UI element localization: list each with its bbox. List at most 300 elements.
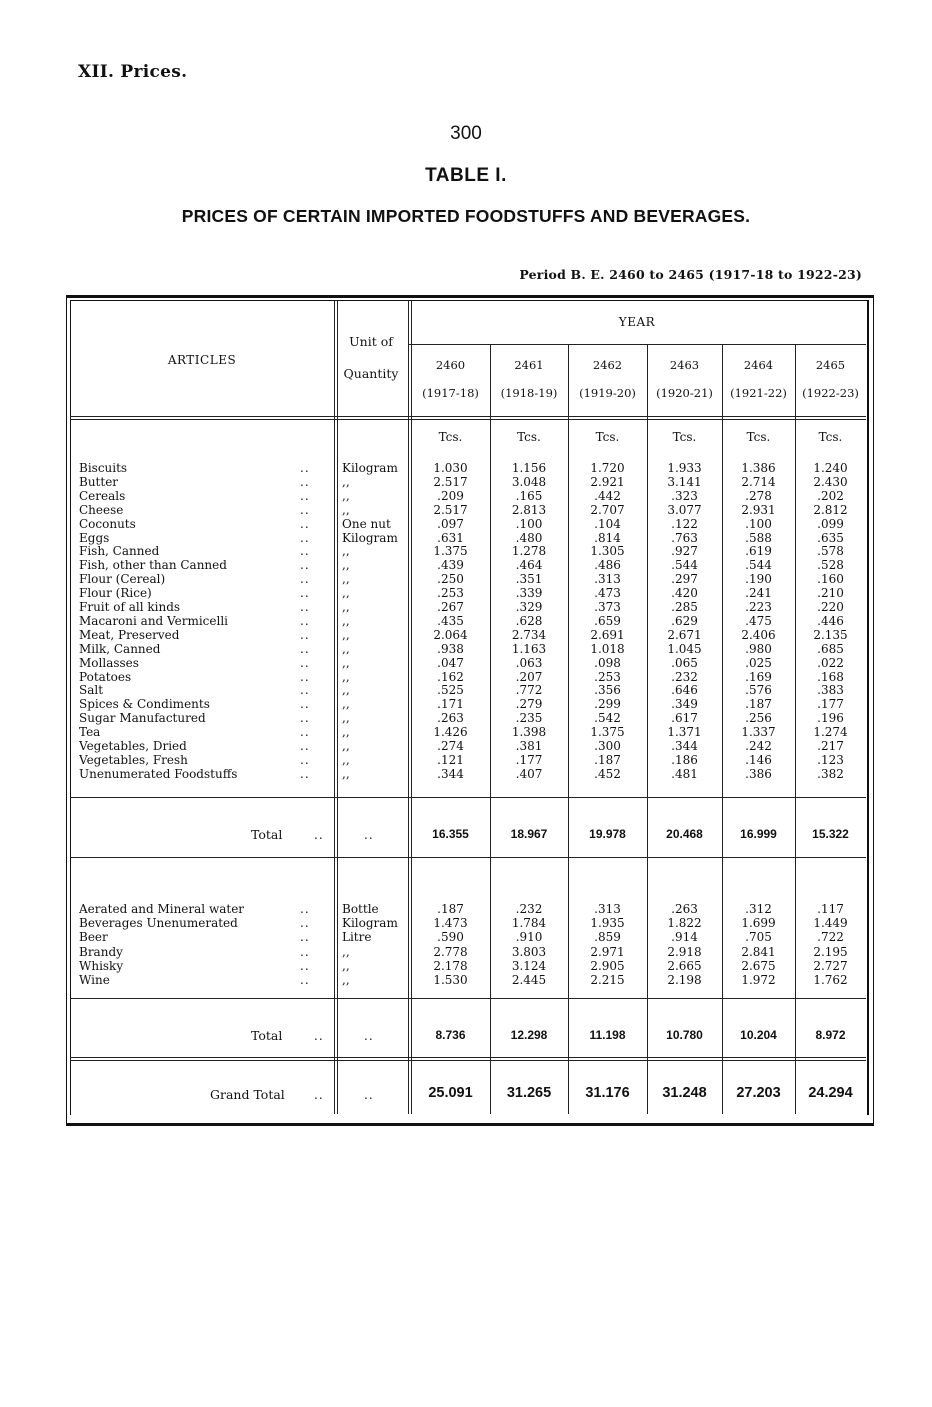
year-be-header: 2461 [514, 358, 544, 372]
row-value: 2.778 [433, 944, 468, 959]
row-article-name: Flour (Rice) [79, 586, 152, 601]
row-value: 1.375 [590, 725, 625, 740]
row-value: .772 [515, 683, 543, 698]
row-value: .190 [745, 572, 772, 587]
row-value: 1.473 [433, 916, 468, 931]
currency-label: Tcs. [595, 430, 620, 444]
row-value: .177 [515, 752, 543, 767]
dot-leader: .. [300, 916, 310, 931]
year-be-header: 2462 [592, 358, 623, 372]
dot-leader: .. [300, 627, 310, 642]
row-value: .047 [437, 655, 464, 670]
grand-total-value: 25.091 [428, 1085, 473, 1101]
row-value: 2.215 [590, 973, 625, 987]
row-value: .121 [437, 752, 464, 767]
column-rule [408, 300, 409, 1114]
row-unit: ,, [342, 766, 350, 781]
row-article-name: Unenumerated Foodstuffs [79, 766, 238, 781]
row-value: .480 [515, 530, 543, 545]
row-value: 1.822 [667, 916, 702, 931]
row-unit: ,, [342, 627, 350, 642]
row-value: 2.198 [667, 973, 702, 987]
dot-leader: .. [300, 944, 310, 959]
row-unit: ,, [342, 973, 350, 987]
row-value: .544 [745, 558, 772, 573]
dot-leader: .. [314, 1088, 324, 1102]
grand-total-value: 31.176 [585, 1085, 630, 1101]
row-unit: ,, [342, 655, 350, 670]
row-article-name: Meat, Preserved [79, 627, 180, 642]
row-unit: ,, [342, 502, 350, 517]
row-value: 3.803 [511, 944, 547, 959]
row-article-name: Wine [79, 973, 110, 987]
row-value: .250 [437, 572, 464, 587]
row-unit: ,, [342, 958, 350, 973]
total-label: Total [251, 1028, 283, 1043]
row-value: .590 [437, 930, 464, 945]
row-value: 2.675 [741, 958, 776, 973]
row-article-name: Cheese [79, 502, 124, 517]
year-ce-header: (1921-22) [730, 386, 787, 400]
row-value: .481 [671, 766, 698, 781]
column-rule [334, 300, 335, 1114]
row-article-name: Whisky [79, 958, 124, 973]
header-bottom-rule [70, 416, 866, 417]
row-value: .263 [437, 711, 464, 726]
dot-leader: .. [300, 725, 310, 740]
row-value: .351 [515, 572, 543, 587]
row-article-name: Cereals [79, 488, 126, 503]
row-article-name: Eggs [79, 530, 110, 545]
dot-leader: .. [300, 613, 310, 628]
articles-header: ARTICLES [167, 353, 237, 367]
total-value: 16.355 [432, 827, 469, 841]
table-label: TABLE I. [425, 165, 507, 186]
row-value: 2.517 [433, 474, 468, 489]
row-value: 1.784 [511, 916, 547, 931]
row-unit: Bottle [342, 902, 379, 916]
row-article-name: Flour (Cereal) [79, 572, 166, 587]
row-article-name: Beer [79, 930, 108, 945]
section-title: XII. Prices. [78, 62, 188, 82]
row-value: 1.371 [667, 725, 702, 740]
dot-leader: .. [364, 828, 374, 842]
row-unit: ,, [342, 669, 350, 684]
year-be-header: 2465 [815, 358, 846, 372]
row-value: .446 [817, 613, 844, 628]
row-value: 1.426 [433, 725, 468, 740]
row-value: 1.762 [813, 973, 848, 987]
unit-header-line1: Unit of [349, 334, 393, 349]
row-article-name: Mollasses [79, 655, 139, 670]
row-value: .356 [594, 683, 621, 698]
total-value: 19.978 [589, 827, 626, 841]
row-value: .253 [594, 669, 621, 684]
row-value: .146 [745, 752, 772, 767]
row-unit: ,, [342, 697, 350, 712]
dot-leader: .. [300, 930, 310, 945]
row-value: .312 [745, 902, 772, 916]
row-value: .267 [437, 600, 464, 614]
row-value: 2.406 [741, 627, 776, 642]
row-value: .544 [671, 558, 698, 573]
grand-total-value: 31.248 [662, 1085, 707, 1101]
row-value: 3.048 [511, 474, 547, 489]
total-value: 16.999 [740, 827, 777, 841]
row-value: .100 [515, 516, 543, 531]
row-value: 2.812 [813, 502, 848, 517]
row-value: .329 [515, 600, 543, 614]
row-article-name: Fish, other than Canned [79, 558, 227, 573]
dot-leader: .. [300, 572, 310, 587]
row-value: 2.178 [433, 958, 468, 973]
dot-leader: .. [364, 1029, 374, 1043]
row-value: 3.124 [511, 958, 547, 973]
row-value: .220 [817, 600, 844, 614]
row-value: .386 [745, 766, 772, 781]
page-number: 300 [450, 123, 482, 144]
row-value: .910 [515, 930, 543, 945]
row-value: .187 [745, 697, 772, 712]
row-value: 3.077 [667, 502, 702, 517]
currency-label: Tcs. [672, 430, 697, 444]
row-value: .100 [745, 516, 772, 531]
row-article-name: Aerated and Mineral water [79, 902, 245, 916]
total-value: 18.967 [510, 827, 548, 841]
row-unit: ,, [342, 752, 350, 767]
row-value: 1.305 [590, 544, 625, 559]
unit-header-line2: Quantity [343, 366, 399, 381]
total-end-rule [70, 1057, 866, 1058]
dot-leader: .. [300, 739, 310, 753]
row-value: .635 [817, 530, 844, 545]
row-value: .210 [817, 586, 844, 601]
row-value: .065 [671, 655, 698, 670]
row-value: .617 [671, 711, 698, 726]
row-value: .253 [437, 586, 464, 601]
row-value: 1.449 [813, 916, 848, 931]
row-value: 1.163 [511, 641, 547, 656]
row-value: .217 [817, 739, 844, 753]
row-value: 2.135 [813, 627, 848, 642]
row-unit: ,, [342, 572, 350, 587]
row-value: .297 [671, 572, 698, 587]
row-unit: ,, [342, 586, 350, 601]
row-article-name: Salt [79, 683, 104, 698]
row-article-name: Vegetables, Fresh [79, 752, 188, 767]
dot-leader: .. [364, 1088, 374, 1102]
row-unit: Kilogram [342, 530, 398, 545]
row-article-name: Macaroni and Vermicelli [79, 613, 228, 628]
row-value: 1.337 [741, 725, 776, 740]
row-value: .420 [671, 586, 698, 601]
row-value: 1.018 [590, 641, 625, 656]
dot-leader: .. [300, 586, 310, 601]
row-value: 1.720 [590, 461, 625, 475]
row-value: 1.240 [813, 461, 848, 475]
dot-leader: .. [300, 973, 310, 987]
row-value: .383 [817, 683, 844, 698]
total-label: Total [251, 827, 283, 842]
row-value: 2.813 [511, 502, 547, 517]
row-unit: ,, [342, 488, 350, 503]
total-label: Grand Total [210, 1087, 285, 1102]
dot-leader: .. [300, 502, 310, 517]
row-value: 3.141 [667, 474, 702, 489]
row-article-name: Fish, Canned [79, 544, 160, 559]
row-value: .022 [817, 655, 844, 670]
row-value: 1.045 [667, 641, 702, 656]
row-value: .381 [515, 739, 543, 753]
row-value: .339 [515, 586, 543, 601]
dot-leader: .. [300, 683, 310, 698]
dot-leader: .. [300, 641, 310, 656]
row-value: .646 [671, 683, 698, 698]
row-article-name: Fruit of all kinds [79, 600, 181, 614]
dot-leader: .. [300, 902, 310, 916]
dot-leader: .. [300, 488, 310, 503]
row-value: 1.699 [741, 916, 776, 931]
row-value: .232 [671, 669, 698, 684]
row-value: .452 [594, 766, 621, 781]
currency-label: Tcs. [438, 430, 463, 444]
row-article-name: Tea [79, 725, 101, 740]
total-value: 15.322 [812, 827, 849, 841]
grand-total-value: 31.265 [506, 1085, 552, 1101]
row-value: 2.517 [433, 502, 468, 517]
row-unit: One nut [342, 516, 391, 531]
row-value: 2.707 [590, 502, 625, 517]
row-value: .104 [594, 516, 621, 531]
row-value: 2.671 [667, 627, 702, 642]
row-value: .435 [437, 613, 464, 628]
row-value: .814 [594, 530, 621, 545]
row-value: 2.841 [741, 944, 776, 959]
row-value: .098 [594, 655, 621, 670]
dot-leader: .. [300, 530, 310, 545]
row-value: .859 [594, 930, 621, 945]
row-value: 2.445 [511, 973, 547, 987]
row-value: .196 [817, 711, 844, 726]
dot-leader: .. [300, 958, 310, 973]
row-value: 1.972 [741, 973, 776, 987]
row-value: .349 [671, 697, 698, 712]
row-value: 2.691 [590, 627, 625, 642]
row-value: .207 [515, 669, 543, 684]
foodstuffs-end-rule [70, 797, 866, 798]
row-value: .241 [745, 586, 772, 601]
grand-total-value: 27.203 [736, 1085, 781, 1101]
row-unit: ,, [342, 600, 350, 614]
row-value: .464 [515, 558, 543, 573]
year-header: YEAR [618, 315, 656, 329]
row-value: .938 [437, 641, 464, 656]
column-rule [337, 300, 338, 1114]
row-unit: Kilogram [342, 916, 398, 931]
row-value: .171 [437, 697, 464, 712]
row-value: .186 [671, 752, 698, 767]
row-value: .323 [671, 488, 698, 503]
dot-leader: .. [300, 752, 310, 767]
total-value: 20.468 [666, 827, 703, 841]
row-value: .629 [671, 613, 698, 628]
row-value: .631 [437, 530, 464, 545]
row-value: 2.064 [433, 627, 468, 642]
year-ce-header: (1918-19) [500, 386, 558, 400]
row-value: .160 [817, 572, 844, 587]
row-value: .763 [671, 530, 698, 545]
row-value: 2.905 [590, 958, 625, 973]
row-value: .279 [515, 697, 543, 712]
year-ce-header: (1920-21) [656, 386, 713, 400]
row-value: .344 [437, 766, 464, 781]
dot-leader: .. [300, 766, 310, 781]
year-be-header: 2460 [435, 358, 466, 372]
row-value: .263 [671, 902, 698, 916]
row-value: .165 [515, 488, 543, 503]
dot-leader: .. [300, 669, 310, 684]
row-value: 1.386 [741, 461, 776, 475]
year-be-header: 2464 [743, 358, 774, 372]
total-end-rule [70, 857, 866, 858]
row-value: .232 [515, 902, 543, 916]
row-value: .313 [594, 572, 621, 587]
row-article-name: Beverages Unenumerated [79, 916, 238, 931]
row-value: .486 [594, 558, 621, 573]
row-value: 1.030 [433, 461, 468, 475]
row-value: .407 [515, 766, 543, 781]
row-value: .169 [745, 669, 772, 684]
row-value: 1.274 [813, 725, 848, 740]
row-value: .097 [437, 516, 464, 531]
row-value: .473 [594, 586, 621, 601]
row-unit: ,, [342, 474, 350, 489]
row-value: 1.933 [667, 461, 702, 475]
row-value: 2.971 [590, 944, 625, 959]
total-value: 11.198 [589, 1028, 626, 1042]
row-value: .223 [745, 600, 772, 614]
dot-leader: .. [300, 461, 310, 475]
row-article-name: Vegetables, Dried [79, 739, 187, 753]
dot-leader: .. [300, 558, 310, 573]
dot-leader: .. [300, 711, 310, 726]
dot-leader: .. [314, 1029, 324, 1043]
dot-leader: .. [300, 516, 310, 531]
dot-leader: .. [300, 655, 310, 670]
row-value: 1.935 [590, 916, 625, 931]
row-value: .278 [745, 488, 772, 503]
row-value: .373 [594, 600, 621, 614]
dot-leader: .. [300, 544, 310, 559]
row-article-name: Brandy [79, 944, 123, 959]
period-caption: Period B. E. 2460 to 2465 (1917-18 to 1922-23) [519, 267, 862, 282]
row-article-name: Biscuits [79, 461, 128, 475]
row-value: 2.918 [667, 944, 702, 959]
row-unit: ,, [342, 739, 350, 753]
row-unit: ,, [342, 641, 350, 656]
row-value: .209 [437, 488, 464, 503]
year-ce-header: (1922-23) [802, 386, 859, 400]
currency-label: Tcs. [517, 430, 541, 444]
row-unit: Kilogram [342, 461, 398, 475]
row-value: .300 [594, 739, 621, 753]
row-value: .117 [817, 902, 844, 916]
total-value: 8.972 [815, 1028, 846, 1042]
row-article-name: Spices & Condiments [79, 697, 210, 712]
row-value: .576 [745, 683, 772, 698]
row-value: .980 [745, 641, 772, 656]
row-article-name: Milk, Canned [79, 641, 161, 656]
row-value: .705 [745, 930, 772, 945]
row-value: .439 [437, 558, 464, 573]
total-end-rule [70, 1060, 866, 1061]
row-unit: ,, [342, 613, 350, 628]
row-unit: ,, [342, 725, 350, 740]
row-article-name: Potatoes [79, 669, 132, 684]
row-article-name: Coconuts [79, 516, 136, 531]
beverages-end-rule [70, 998, 866, 999]
row-value: .025 [745, 655, 772, 670]
table-title: PRICES OF CERTAIN IMPORTED FOODSTUFFS AND BEVERAGES. [181, 206, 751, 226]
year-ce-header: (1917-18) [422, 386, 479, 400]
row-value: 2.734 [511, 627, 547, 642]
total-value: 10.780 [666, 1028, 703, 1042]
row-value: 2.430 [813, 474, 848, 489]
row-value: .285 [671, 600, 698, 614]
row-value: 2.931 [741, 502, 776, 517]
row-value: 1.278 [511, 544, 547, 559]
row-value: .256 [745, 711, 772, 726]
row-value: .628 [515, 613, 543, 628]
row-value: .619 [745, 544, 772, 559]
row-unit: ,, [342, 544, 350, 559]
row-value: 1.156 [511, 461, 547, 475]
row-value: .525 [437, 683, 464, 698]
row-unit: ,, [342, 944, 350, 959]
currency-label: Tcs. [818, 430, 843, 444]
row-value: .202 [817, 488, 844, 503]
row-unit: Litre [342, 930, 372, 945]
row-value: .063 [515, 655, 543, 670]
row-unit: ,, [342, 558, 350, 573]
row-value: .235 [515, 711, 543, 726]
row-value: .242 [745, 739, 772, 753]
row-value: .722 [817, 930, 844, 945]
row-value: .099 [817, 516, 844, 531]
year-be-header: 2463 [669, 358, 700, 372]
row-value: 1.375 [433, 544, 468, 559]
dot-leader: .. [314, 828, 324, 842]
row-value: .299 [594, 697, 621, 712]
row-value: 2.665 [667, 958, 702, 973]
row-value: 2.714 [741, 474, 776, 489]
total-value: 12.298 [510, 1028, 548, 1042]
grand-total-value: 24.294 [808, 1085, 853, 1101]
row-value: 2.727 [813, 958, 848, 973]
row-unit: ,, [342, 683, 350, 698]
row-value: .914 [671, 930, 698, 945]
dot-leader: .. [300, 600, 310, 614]
row-value: .122 [671, 516, 698, 531]
row-value: .685 [817, 641, 844, 656]
row-value: .528 [817, 558, 844, 573]
currency-label: Tcs. [746, 430, 771, 444]
row-value: 1.398 [511, 725, 547, 740]
row-value: .123 [817, 752, 844, 767]
row-value: .475 [745, 613, 772, 628]
total-value: 8.736 [435, 1028, 466, 1042]
row-article-name: Sugar Manufactured [79, 711, 206, 726]
